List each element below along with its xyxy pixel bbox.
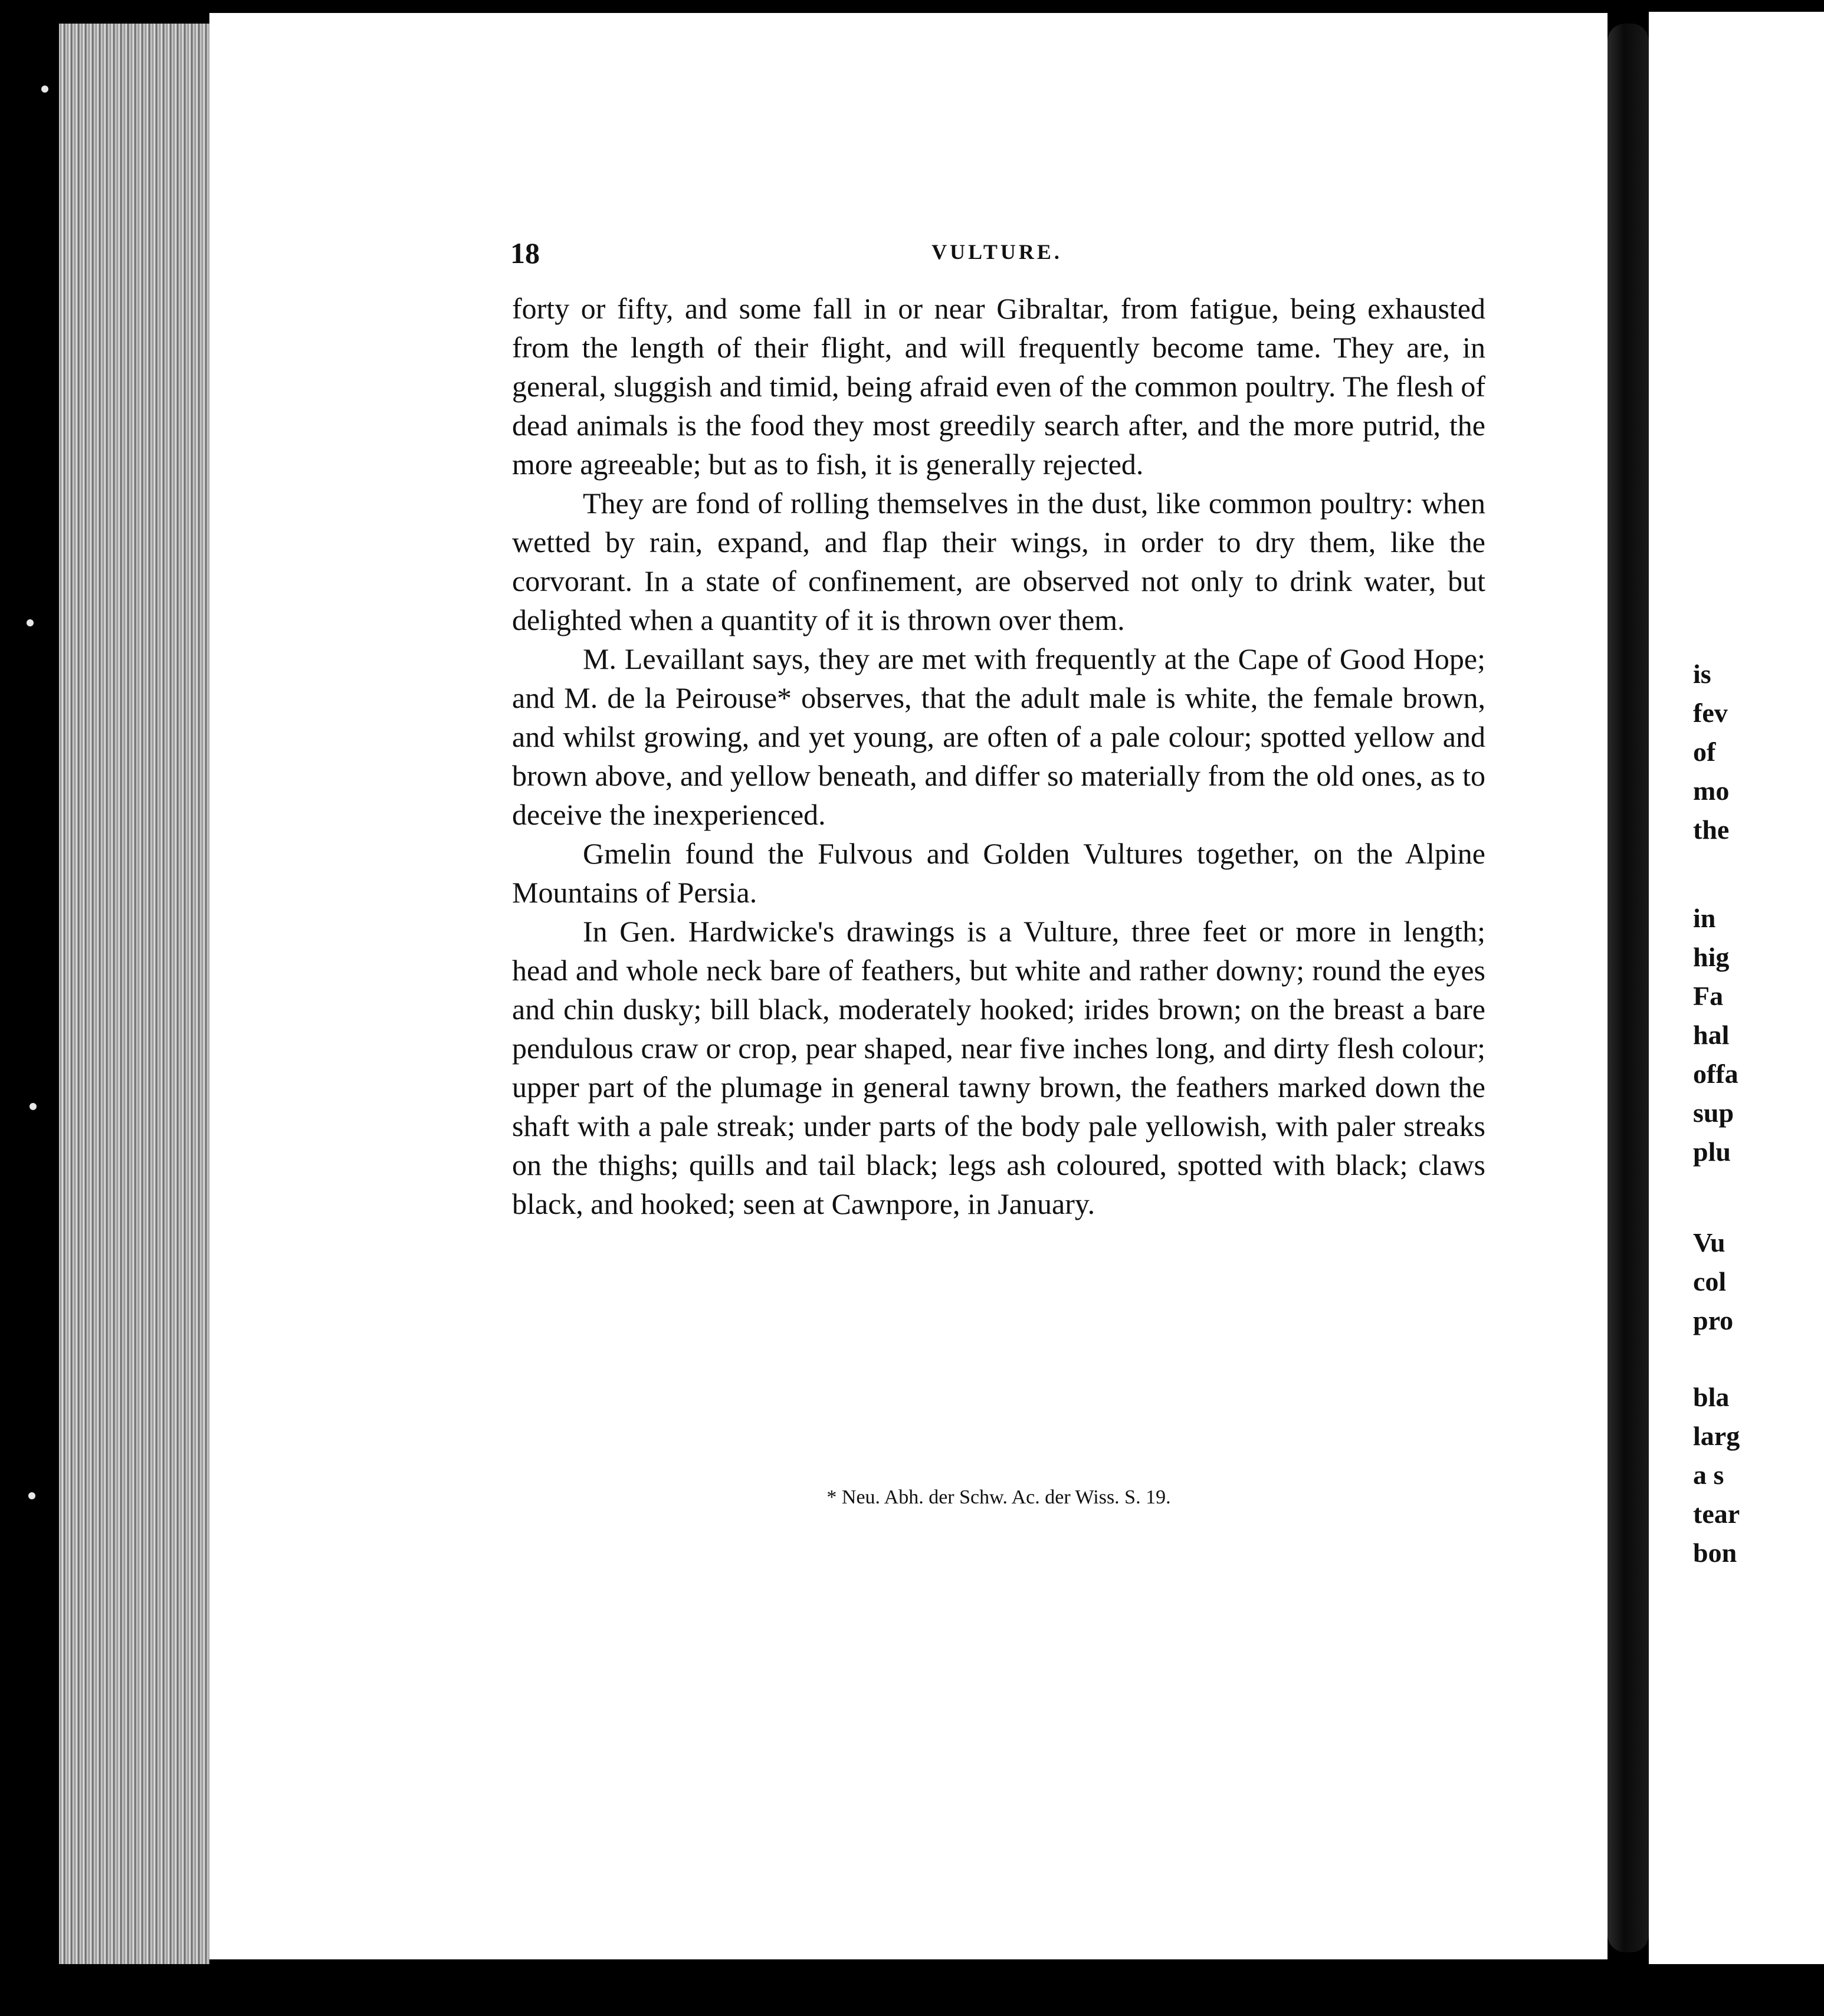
paragraph-5: In Gen. Hardwicke's drawings is a Vulture, three feet or more in length; head and whole neck bare of feathers, but white and rather downy; round the eyes and chin dusky; bill black, moderately hooked; irides brown; on the breast a bare pendulous craw or crop, pear shaped, near five inches long, and dirty flesh colour; upper part of the plumage in general tawny brown, the feathers marked down the shaft with a pale streak; under parts of the body pale yellowish, with paler streaks on the thighs; quills and tail black; legs ash coloured, spotted with black; claws black, and hooked; seen at Cawnpore, in January. bbox=[512, 915, 1485, 1220]
paragraph-3: M. Levaillant says, they are met with frequently at the Cape of Good Hope; and M. de la Peirouse* observes, that the adult male is white, the female brown, and whilst growing, and yet young, are often of a pale colour; spotted yellow and brown above, and yellow beneath, and differ so materially from the old ones, as to deceive the inexperienced. bbox=[512, 642, 1485, 831]
right-page-fragment: sup bbox=[1693, 1098, 1734, 1128]
scan-speck bbox=[41, 86, 48, 93]
scan-speck bbox=[28, 1492, 35, 1499]
right-page-fragment: bla bbox=[1693, 1382, 1730, 1412]
page-header bbox=[510, 236, 1484, 271]
right-page-fragment: Vu bbox=[1693, 1227, 1725, 1257]
right-page-fragment: mo bbox=[1693, 776, 1730, 806]
right-page-fragment: plu bbox=[1693, 1137, 1731, 1167]
right-page-fragment: tear bbox=[1693, 1499, 1740, 1529]
right-page-fragment: bon bbox=[1693, 1538, 1737, 1568]
right-page-fragment: Fa bbox=[1693, 981, 1724, 1011]
body-text bbox=[512, 289, 1485, 1223]
right-page-fragment: in bbox=[1693, 903, 1716, 933]
page-number: 18 bbox=[510, 237, 540, 270]
right-page-fragment: fev bbox=[1693, 698, 1728, 728]
right-page-fragment: larg bbox=[1693, 1421, 1740, 1451]
right-page-fragment: of bbox=[1693, 737, 1716, 767]
right-page-fragment: col bbox=[1693, 1266, 1727, 1296]
paragraph-4: Gmelin found the Fulvous and Golden Vultures together, on the Alpine Mountains of Persia. bbox=[512, 837, 1485, 909]
right-page-fragment: is bbox=[1693, 659, 1711, 689]
book-gutter bbox=[1608, 24, 1649, 1952]
footnote: * Neu. Abh. der Schw. Ac. der Wiss. S. 19. bbox=[826, 1486, 1171, 1508]
paragraph-2: They are fond of rolling themselves in the dust, like common poultry: when wetted by rain, expand, and flap their wings, in order to dry them, like the corvorant. In a state of confinement, are observed not only to drink water, but delighted when a quantity of it is thrown over them. bbox=[512, 487, 1485, 636]
right-page-fragment: hig bbox=[1693, 942, 1730, 972]
paragraph-1: forty or fifty, and some fall in or near Gibraltar, from fatigue, being exhausted from the length of their flight, and will frequently become tame. They are, in general, sluggish and timid, being afraid even of the common poultry. The flesh of dead animals is the food they most greedily search after, and the more putrid, the more agreeable; but as to fish, it is generally rejected. bbox=[512, 292, 1485, 481]
scan-speck bbox=[29, 1103, 37, 1110]
right-page-fragment: pro bbox=[1693, 1305, 1734, 1335]
right-page-fragment: the bbox=[1693, 815, 1730, 845]
right-page-fragment: hal bbox=[1693, 1020, 1730, 1050]
right-page-fragment: offa bbox=[1693, 1059, 1738, 1089]
right-page-fragment: a s bbox=[1693, 1460, 1724, 1490]
running-head: VULTURE. bbox=[931, 240, 1062, 264]
scan-speck bbox=[27, 619, 34, 626]
book-fore-edge bbox=[59, 24, 209, 1964]
